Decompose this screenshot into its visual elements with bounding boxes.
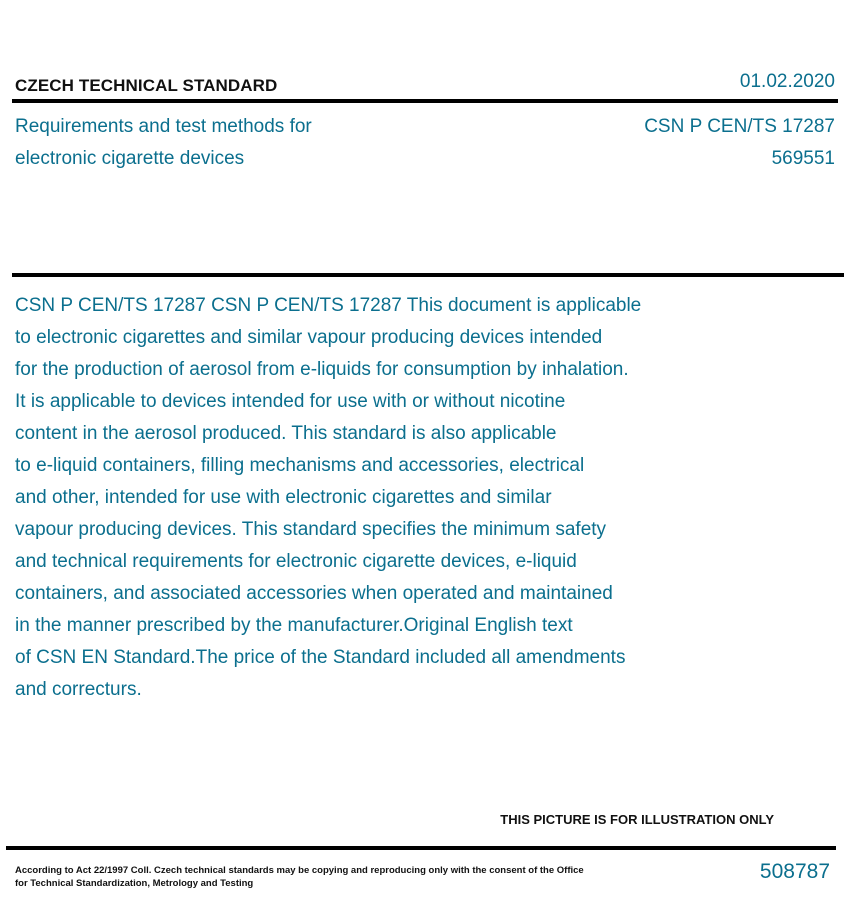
abstract-line: It is applicable to devices intended for use with or without nicotine: [15, 391, 566, 412]
document-title-line-2: electronic cigarette devices: [15, 148, 245, 169]
copyright-note-line-1: According to Act 22/1997 Coll. Czech technical standards may be copying and reproducing only with the consent of the Office: [15, 865, 584, 876]
document-id-number: 508787: [759, 860, 830, 883]
abstract-line: and technical requirements for electronic cigarette devices, e-liquid: [15, 551, 577, 572]
abstract-line: containers, and associated accessories when operated and maintained: [15, 583, 613, 604]
document-title-line-1: Requirements and test methods for: [15, 116, 312, 137]
document-abstract: [15, 290, 835, 706]
abstract-line: for the production of aerosol from e-liquids for consumption by inhalation.: [15, 359, 629, 380]
abstract-line: and correcturs.: [15, 679, 142, 700]
copyright-note-line-2: for Technical Standardization, Metrology and Testing: [15, 878, 254, 889]
abstract-line: content in the aerosol produced. This standard is also applicable: [15, 423, 557, 444]
footer-divider: [6, 846, 836, 850]
catalog-number: 569551: [771, 148, 835, 169]
section-divider: [12, 273, 844, 277]
standard-code: CSN P CEN/TS 17287: [644, 116, 835, 137]
abstract-line: and other, intended for use with electronic cigarettes and similar: [15, 487, 552, 508]
abstract-line: CSN P CEN/TS 17287 CSN P CEN/TS 17287 This document is applicable: [15, 295, 642, 316]
header-divider: [12, 99, 838, 103]
abstract-line: to e-liquid containers, filling mechanisms and accessories, electrical: [15, 455, 585, 476]
abstract-line: of CSN EN Standard.The price of the Standard included all amendments: [15, 647, 626, 668]
standard-type-label: CZECH TECHNICAL STANDARD: [15, 76, 278, 95]
abstract-line: to electronic cigarettes and similar vapour producing devices intended: [15, 327, 603, 348]
copyright-note: [15, 864, 595, 890]
illustration-notice: THIS PICTURE IS FOR ILLUSTRATION ONLY: [500, 812, 774, 827]
publication-date: 01.02.2020: [739, 71, 835, 92]
abstract-line: vapour producing devices. This standard specifies the minimum safety: [15, 519, 607, 540]
abstract-line: in the manner prescribed by the manufacturer.Original English text: [15, 615, 573, 636]
